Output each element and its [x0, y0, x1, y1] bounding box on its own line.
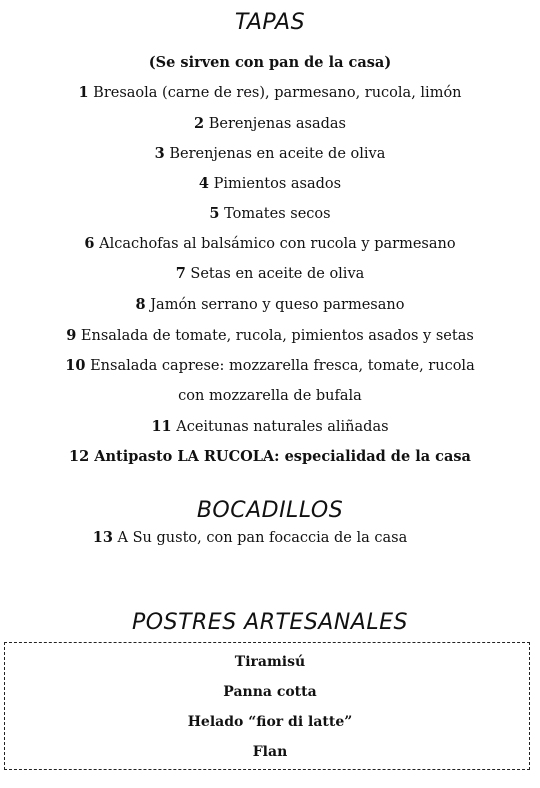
item-text: Ensalada de tomate, rucola, pimientos asados y setas [80, 328, 474, 344]
item-number: 7 [175, 265, 186, 282]
menu-item [0, 357, 540, 375]
bocadillos-heading: BOCADILLOS [196, 498, 344, 523]
menu-item [0, 529, 520, 547]
item-text: Setas en aceite de oliva [190, 266, 365, 282]
item-text: A Su gusto, con pan focaccia de la casa [117, 530, 408, 546]
item-number: 8 [135, 296, 146, 313]
menu-item [0, 265, 540, 283]
item-number: 3 [154, 145, 165, 162]
item-number: 4 [198, 175, 209, 192]
menu-item [0, 175, 540, 193]
item-text: Jamón serrano y queso parmesano [150, 297, 405, 313]
item-text: Bresaola (carne de res), parmesano, rucola, limón [93, 85, 462, 101]
menu-item [0, 145, 540, 163]
item-number: 6 [84, 235, 95, 252]
item-number: 11 [151, 418, 172, 435]
item-number: 12 [69, 448, 90, 465]
item-text: Ensalada caprese: mozzarella fresca, tomate, rucola [90, 358, 475, 374]
item-number: 13 [92, 529, 113, 546]
menu-item-special [0, 448, 540, 466]
item-text: Antipasto LA RUCOLA: especialidad de la casa [94, 448, 471, 465]
menu-item [0, 205, 540, 223]
postre-item: Panna cotta [223, 684, 317, 700]
item-text: Aceitunas naturales aliñadas [176, 419, 389, 435]
menu-item [0, 327, 540, 345]
tapas-note: (Se sirven con pan de la casa) [148, 54, 392, 71]
tapas-heading: TAPAS [234, 10, 306, 35]
postre-item: Flan [252, 744, 288, 760]
item-text: con mozzarella de bufala [178, 388, 362, 404]
postre-item: Tiramisú [234, 654, 306, 670]
item-number: 9 [66, 327, 77, 344]
item-text: Alcachofas al balsámico con rucola y parmesano [99, 236, 456, 252]
item-text: Berenjenas en aceite de oliva [169, 146, 386, 162]
item-number: 2 [194, 115, 205, 132]
item-text: Pimientos asados [213, 176, 342, 192]
item-number: 1 [78, 84, 89, 101]
item-text: Berenjenas asadas [208, 116, 346, 132]
menu-item [0, 296, 540, 314]
item-number: 5 [209, 205, 220, 222]
menu-item [0, 84, 540, 102]
item-number: 10 [65, 357, 86, 374]
postre-item: Helado “fior di latte” [187, 714, 353, 730]
menu-item [0, 418, 540, 436]
menu-item [0, 115, 540, 133]
item-text: Tomates secos [224, 206, 331, 222]
postres-heading: POSTRES ARTESANALES [132, 610, 408, 635]
menu-item [0, 235, 540, 253]
menu-item-continuation [0, 387, 540, 405]
